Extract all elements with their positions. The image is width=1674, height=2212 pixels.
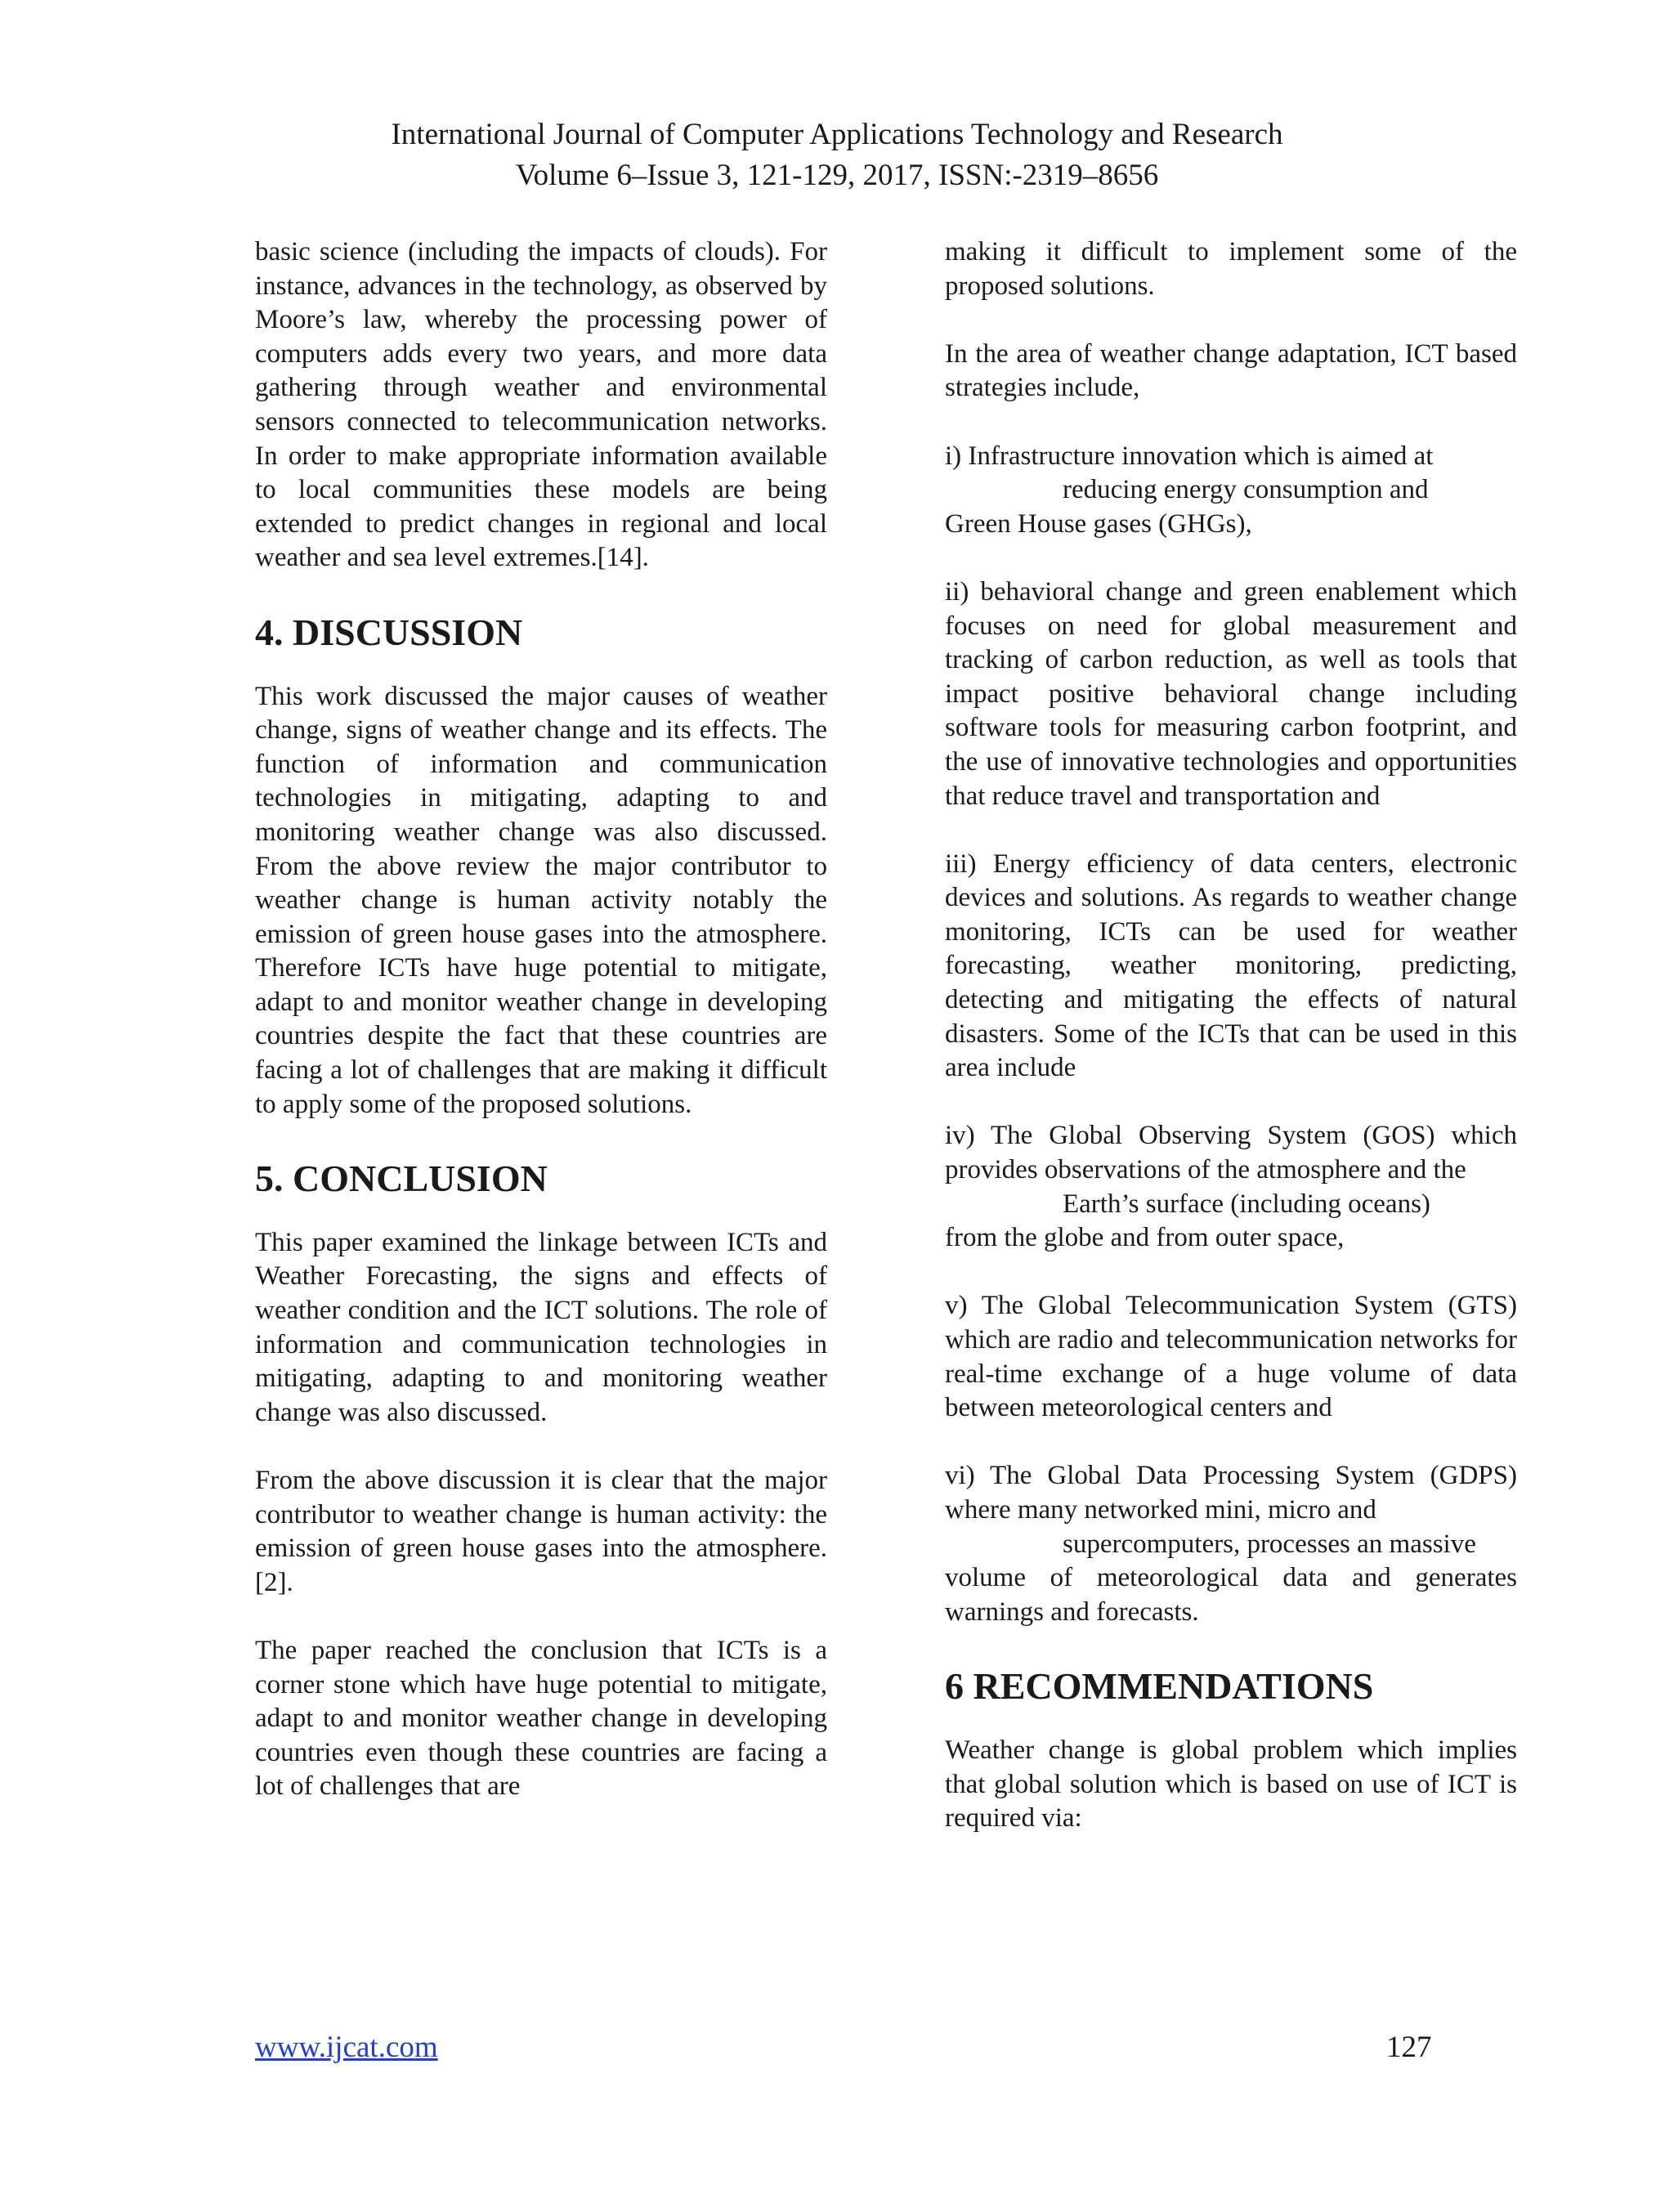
conclusion-paragraph-2: From the above discussion it is clear that the major contributor to weather change is human activity: the emission of green house gases into the atmosphere.[2]. [255,1466,827,1597]
list-item-vi-line-1: vi) The Global Data Processing System (GDPS) where many networked mini, micro and [945,1461,1517,1525]
discussion-heading: 4. DISCUSSION [255,611,523,653]
page-number: 127 [1386,2031,1432,2064]
adaptation-intro-paragraph: In the area of weather change adaptation, ICT based strategies include, [945,338,1517,403]
list-item-v: v) The Global Telecommunication System (GTS) which are radio and telecommunication networks for real-time exchange of a huge volume of data between meteorological centers and [945,1291,1517,1423]
volume-issue-line: Volume 6–Issue 3, 121-129, 2017, ISSN:-2319–8656 [515,159,1159,192]
list-item-i [945,440,1517,542]
list-item-iii: iii) Energy efficiency of data centers, electronic devices and solutions. As regards to weather change monitoring, ICTs can be used for weather forecasting, weather monitoring, predicting, detecting and mitigating the effects of natural disasters. Some of the ICTs that can be used in this area include [945,849,1517,1083]
list-item-vi-line-3: volume of meteorological data and generates warnings and forecasts. [945,1563,1517,1627]
recommendations-paragraph: Weather change is global problem which implies that global solution which is based on use of ICT is required via: [945,1735,1517,1834]
list-item-vi [945,1459,1517,1629]
page-header [0,114,1674,196]
journal-title: International Journal of Computer Applications Technology and Research [391,118,1283,151]
list-item-i-line-2: reducing energy consumption and [1063,475,1429,505]
list-item-iv-line-1: iv) The Global Observing System (GOS) which provides observations of the atmosphere and the [945,1121,1517,1185]
recommendations-heading: 6 RECOMMENDATIONS [945,1664,1374,1707]
list-item-vi-line-2: supercomputers, processes an massive [1063,1529,1476,1559]
conclusion-paragraph-1: This paper examined the linkage between ICTs and Weather Forecasting, the signs and effects of weather condition and the ICT solutions. The role of information and communication technologies in mitigating, adapting to and monitoring weather change was also discussed. [255,1227,827,1427]
continuation-paragraph: making it difficult to implement some of the proposed solutions. [945,237,1517,301]
right-column [945,235,1517,1869]
website-link[interactable]: www.ijcat.com [255,2031,438,2064]
left-column [255,235,827,1838]
list-item-i-line-3: Green House gases (GHGs), [945,508,1252,539]
intro-paragraph: basic science (including the impacts of clouds). For instance, advances in the technology, as observed by Moore’s law, whereby the processing power of computers adds every two years, and more data gathering through weather and environmental sensors connected to telecommunication networks. In order to make appropriate information available to local communities these models are being extended to predict changes in regional and local weather and sea level extremes.[14]. [255,237,827,573]
list-item-ii: ii) behavioral change and green enablement which focuses on need for global measurement and tracking of carbon reduction, as well as tools that impact positive behavioral change including software tools for measuring carbon footprint, and the use of innovative technologies and opportunities that reduce travel and transportation and [945,576,1517,811]
discussion-paragraph: This work discussed the major causes of weather change, signs of weather change and its effects. The function of information and communication technologies in mitigating, adapting to and monitoring weather change was also discussed. From the above review the major contributor to weather change is human activity notably the emission of green house gases into the atmosphere. Therefore ICTs have huge potential to mitigate, adapt to and monitor weather change in developing countries despite the fact that these countries are facing a lot of challenges that are making it difficult to apply some of the proposed solutions. [255,681,827,1119]
conclusion-paragraph-3: The paper reached the conclusion that ICTs is a corner stone which have huge potential to mitigate, adapt to and monitor weather change in developing countries even though these countries are facing a lot of challenges that are [255,1635,827,1802]
list-item-iv [945,1119,1517,1255]
list-item-iv-line-3: from the globe and from outer space, [945,1223,1345,1253]
list-item-i-line-1: i) Infrastructure innovation which is aimed at [945,441,1434,471]
conclusion-heading: 5. CONCLUSION [255,1157,548,1199]
list-item-iv-line-2: Earth’s surface (including oceans) [1063,1189,1430,1219]
